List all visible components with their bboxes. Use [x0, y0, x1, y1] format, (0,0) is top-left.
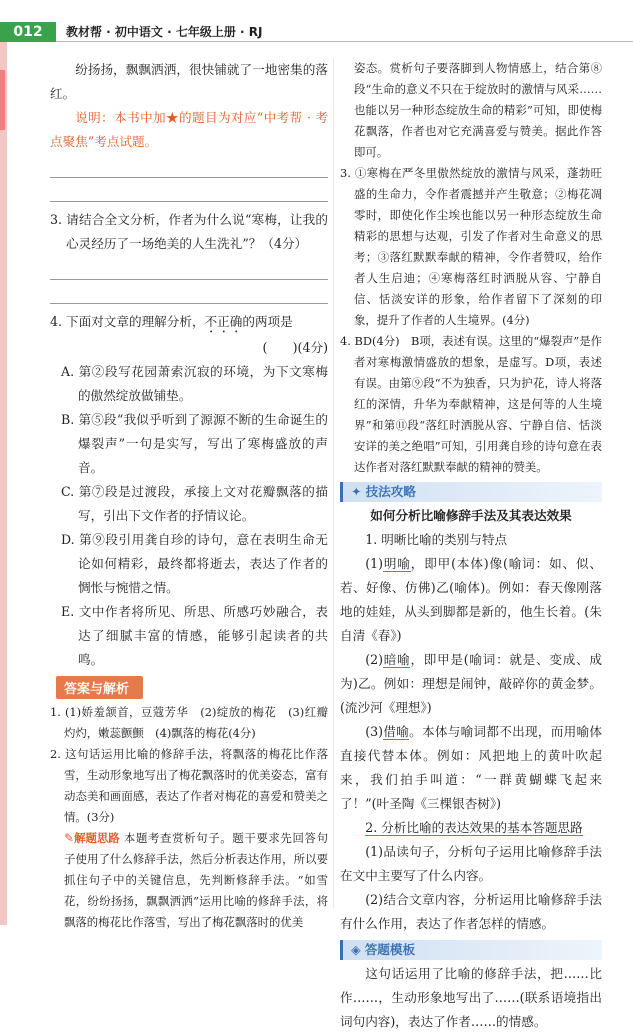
metaphor-borrowed: (3)借喻。本体与喻词都不出现，而用喻体直接代替本体。例如：风把地上的黄叶吹起来，我们拍手叫道：“一群黄蝴蝶飞起来了！”(叶圣陶《三棵银杏树》) [340, 724, 603, 811]
skills-title: 如何分析比喻修辞手法及其表达效果 [370, 508, 572, 523]
right-column [340, 58, 602, 1034]
note: 说明：本书中加★的题目为对应“中考帮 · 考点聚焦”考点试题。 [50, 110, 329, 149]
answer-3: 3. ①寒梅在严冬里傲然绽放的激情与风采，蓬勃旺盛的生命力，令作者震撼并产生敬意；②梅花凋零时，即使化作尘埃也能以另一种形态绽放生命精彩的思想与达观，引发了作者对生命意义的思考；③落红默默奉献的精神，令作者赞叹，给作者人生启迪；④寒梅落红时洒脱从容、宁静自信、恬淡安详的形象，给作者留下了深刻的印象，提升了作者的人生境界。(4分) [340, 166, 602, 327]
option-c: C. 第⑦段是过渡段，承接上文对花瓣飘落的描写，引出下文作者的抒情议论。 [61, 484, 328, 523]
question-4: 4. 下面对文章的理解分析，不正确的两项是 [50, 314, 293, 329]
page-number: 012 [0, 22, 56, 42]
template-heading: ◈ 答题模板 [340, 940, 602, 960]
template-text: 这句话运用了比喻的修辞手法，把……比作……，生动形象地写出了……(联系语境指出词句内容)，表达了作者……的情感。 [340, 966, 602, 1029]
left-edge-bar [0, 42, 7, 925]
section-2-step-1: (1)品读句子，分析句子运用比喻修辞手法在文中主要写了什么内容。 [340, 844, 602, 883]
section-1-title: 1. 明晰比喻的类别与特点 [365, 532, 508, 547]
question-3: 3. 请结合全文分析，作者为什么说“寒梅，让我的心灵经历了一场绝美的人生洗礼”？（4分） [50, 212, 328, 251]
metaphor-implicit: (2)暗喻，即甲是(喻词：就是、变成、成为)乙。例如：理想是闹钟，敲碎你的黄金梦。(流沙河《理想》) [340, 652, 602, 715]
answer-line[interactable] [50, 154, 328, 178]
option-a: A. 第②段写花园萧索沉寂的环境，为下文寒梅的傲然绽放做铺垫。 [61, 364, 328, 403]
answer-line[interactable] [50, 256, 328, 280]
header-rule [56, 41, 633, 42]
star-icon: ★ [166, 110, 180, 125]
template-icon: ◈ [351, 942, 361, 957]
metaphor-simile: (1)明喻，即甲(本体)像(喻词：如、似、若、好像、仿佛)乙(喻体)。例如：春天像刚落地的娃娃，从头到脚都是新的，他生长着。(朱自清《春》) [340, 556, 603, 643]
continued-text: 纷扬扬，飘飘洒洒，很快铺就了一地密集的落红。 [50, 62, 328, 101]
compass-icon: ✦ [351, 484, 362, 499]
answer-2: 2. 这句话运用比喻的修辞手法，将飘落的梅花比作落雪，生动形象地写出了梅花飘落时的优美姿态，富有动态美和画面感，表达了作者对梅花的喜爱和赞美之情。(3分) [50, 747, 328, 824]
left-column [50, 58, 328, 933]
left-edge-tab [0, 70, 5, 130]
option-d: D. 第⑨段引用龚自珍的诗句，意在表明生命无论如何精彩，最终都将逝去，表达了作者的惆怅与惋惜之情。 [61, 532, 328, 595]
answer-4: 4. BD(4分) B项，表述有误。这里的“爆裂声”是作者对寒梅激情盛放的想象，是虚写。D项，表述有误。由第⑨段“不为独香，只为护花，诗人将落红的深情，升华为奉献精神，这是何等的人生境界”和第⑪段“落红时洒脱从容、宁静自信、恬淡安详的美之绝唱”可知，引用龚自珍的诗句意在表达作者对落红默默奉献的精神的赞美。 [340, 334, 602, 474]
book-title: 教材帮 · 初中语文 · 七年级上册 · RJ [66, 25, 263, 39]
column-divider [333, 58, 334, 908]
jieti-block: ✎解题思路 本题考查赏析句子。题干要求先回答句子使用了什么修辞手法，然后分析表达作用，所以要抓住句子中的关键信息，先判断修辞手法。“如雪花，纷纷扬扬，飘飘洒洒”运用比喻的修辞手法，将飘落的梅花比作落雪，写出了梅花飘落时的优美 [50, 828, 328, 933]
answer-1: 1. (1)娇羞颔首，豆蔻芳华 (2)绽放的梅花 (3)红瓣灼灼，嫩蕊颤颤 (4)飘落的梅花(4分) [50, 705, 328, 740]
option-e: E. 文中作者将所见、所思、所感巧妙融合，表达了细腻丰富的情感，能够引起读者的共鸣。 [61, 604, 328, 667]
section-2-step-2: (2)结合文章内容，分析运用比喻修辞手法有什么作用，表达了作者怎样的情感。 [340, 892, 602, 931]
answers-banner: 答案与解析 [56, 676, 143, 699]
option-b: B. 第⑤段“我似乎听到了源源不断的生命诞生的爆裂声”一句是实写，写出了寒梅盛放的声音。 [61, 412, 328, 475]
question-4-bracket: ( )(4分) [262, 340, 328, 355]
continued-analysis: 姿态。赏析句子要落脚到人物情感上，结合第⑧段“生命的意义不只在于绽放时的激情与风采……也能以另一种形态绽放生命的精彩”可知，即使梅花飘落，作者也对它充满喜爱与赞美。据此作答即可。 [354, 61, 602, 159]
skills-heading: ✦ 技法攻略 [340, 482, 602, 502]
section-2-title: 2. 分析比喻的表达效果的基本答题思路 [365, 820, 583, 835]
jieti-tag: ✎解题思路 [64, 831, 120, 845]
pen-icon: ✎ [64, 831, 75, 845]
page-header [0, 0, 633, 42]
answer-line[interactable] [50, 178, 328, 202]
answer-line[interactable] [50, 280, 328, 304]
